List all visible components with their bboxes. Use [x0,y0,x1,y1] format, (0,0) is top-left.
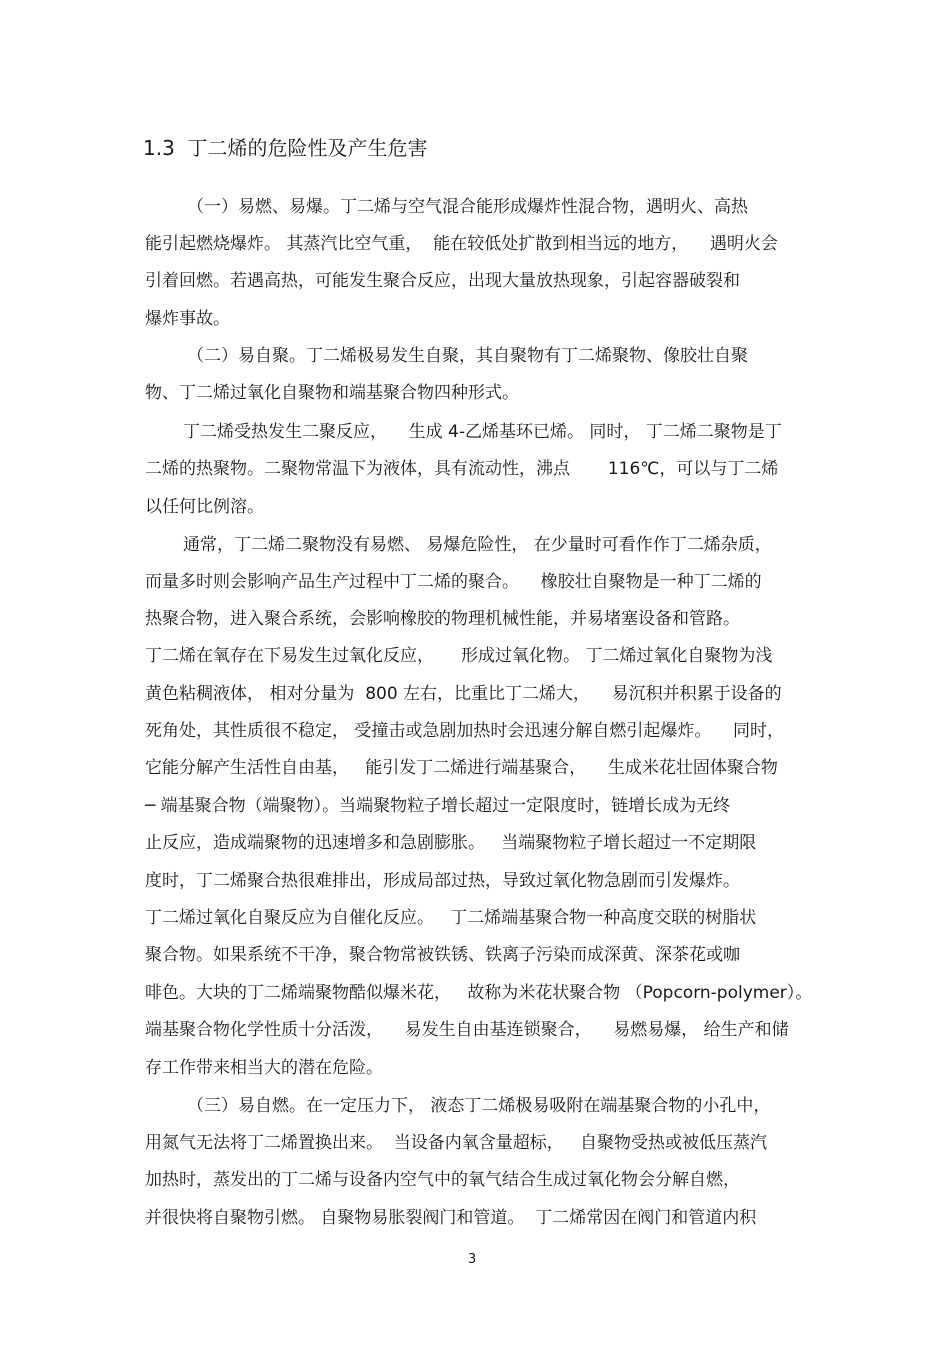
text-line: 二烯的热聚物。二聚物常温下为液体，具有流动性，沸点 116℃，可以与丁二烯 [145,459,779,479]
text-line: 物、丁二烯过氧化自聚物和端基聚合物四种形式。 [145,383,519,403]
text-line: （一）易燃、易爆。丁二烯与空气混合能形成爆炸性混合物，遇明火、高热 [187,197,748,217]
text-line: 爆炸事故。 [145,309,230,329]
text-line: 而量多时则会影响产品生产过程中丁二烯的聚合。 橡胶壮自聚物是一种丁二烯的 [145,572,762,592]
text-line: 黄色粘稠液体， 相对分量为 800 左右，比重比丁二烯大， 易沉积并积累于设备的 [145,684,782,704]
text-line: 用氮气无法将丁二烯置换出来。 当设备内氧含量超标， 自聚物受热或被低压蒸汽 [145,1133,768,1153]
text-line: 度时，丁二烯聚合热很难排出，形成局部过热，导致过氧化物急剧而引发爆炸。 [145,871,740,891]
text-line: 啡色。大块的丁二烯端聚物酷似爆米花， 故称为米花状聚合物 （Popcorn-polymer）。 [145,983,813,1003]
text-line: 通常，丁二烯二聚物没有易燃、 易爆危险性， 在少量时可看作作丁二烯杂质， [183,535,772,555]
text-line: 丁二烯过氧化自聚反应为自催化反应。 丁二烯端基聚合物一种高度交联的树脂状 [145,908,757,928]
text-line: （二）易自聚。丁二烯极易发生自聚，其自聚物有丁二烯聚物、像胶壮自聚 [187,346,748,366]
text-line: 加热时，蒸发出的丁二烯与设备内空气中的氧气结合生成过氧化物会分解自燃， [145,1170,740,1190]
text-line: 热聚合物，进入聚合系统，会影响橡胶的物理机械性能，并易堵塞设备和管路。 [145,609,740,629]
text-line: 止反应，造成端聚物的迅速增多和急剧膨胀。 当端聚物粒子增长超过一不定期限 [145,833,757,853]
text-line: 它能分解产生活性自由基， 能引发丁二烯进行端基聚合， 生成米花壮固体聚合物 [145,758,778,778]
text-line: 存工作带来相当大的潜在危险。 [145,1058,383,1078]
text-line: 丁二烯受热发生二聚反应， 生成 4-乙烯基环已烯。 同时， 丁二烯二聚物是丁 [183,422,782,442]
text-line: 端基聚合物化学性质十分活泼， 易发生自由基连锁聚合， 易燃易爆， 给生产和储 [145,1020,789,1040]
text-line: 以任何比例溶。 [145,497,264,517]
text-line: 引着回燃。若遇高热，可能发生聚合反应，出现大量放热现象，引起容器破裂和 [145,271,740,291]
page-number: 3 [468,1252,477,1267]
section-heading: 1.3 丁二烯的危险性及产生危害 [143,136,428,160]
text-line: 能引起燃烧爆炸。 其蒸汽比空气重， 能在较低处扩散到相当远的地方， 遇明火会 [145,234,778,254]
text-line: （三）易自燃。在一定压力下， 液态丁二烯极易吸附在端基聚合物的小孔中， [187,1096,771,1116]
text-line: 并很快将自聚物引燃。 自聚物易胀裂阀门和管道。 丁二烯常因在阀门和管道内积 [145,1208,757,1228]
text-line: ─ 端基聚合物（端聚物）。当端聚物粒子增长超过一定限度时，链增长成为无终 [145,796,731,816]
text-line: 丁二烯在氧存在下易发生过氧化反应， 形成过氧化物。 丁二烯过氧化自聚物为浅 [145,646,773,666]
text-line: 聚合物。如果系统不干净，聚合物常被铁锈、铁离子污染而成深黄、深茶花或咖 [145,945,740,965]
text-line: 死角处，其性质很不稳定， 受撞击或急剧加热时会迅速分解自燃引起爆炸。 同时， [145,721,785,741]
